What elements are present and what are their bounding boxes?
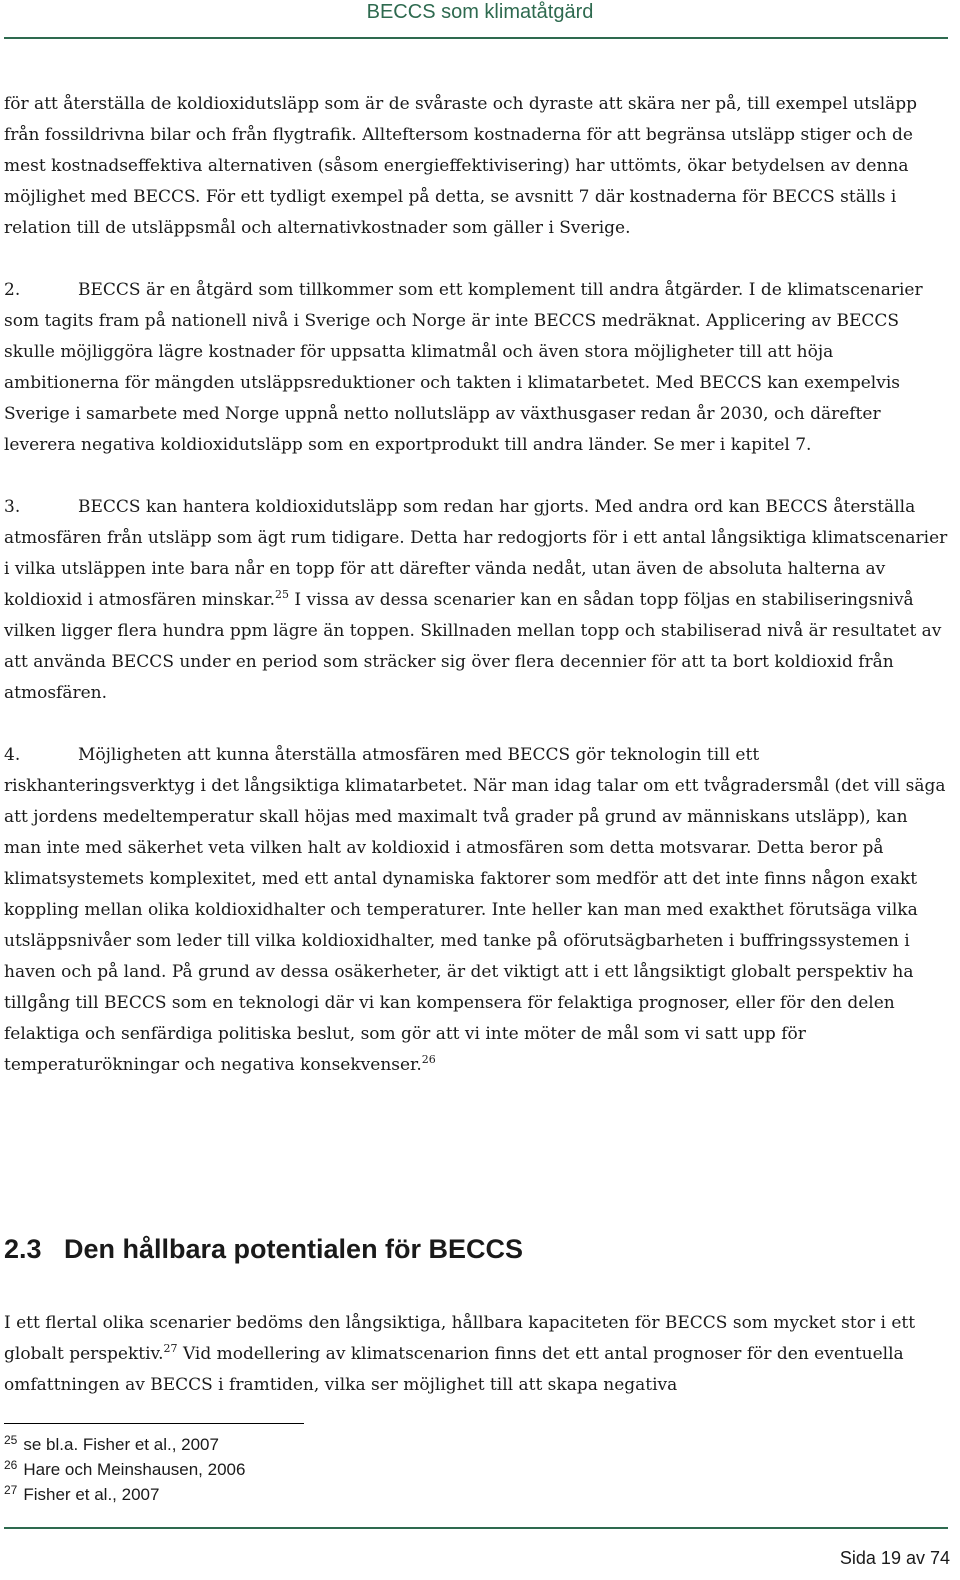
footnote-divider — [4, 1423, 304, 1424]
section-heading — [4, 1231, 948, 1267]
footnote-number: 26 — [4, 1458, 18, 1472]
list-item-3 — [4, 492, 948, 709]
header-divider — [4, 37, 948, 39]
list-item-text: Möjligheten att kunna återställa atmosfären med BECCS gör teknologin till ett riskhanteringsverktyg i det långsiktiga klimatarbetet. När man idag talar om ett tvågradersmål (det vill säga att jordens medeltemperatur skall höjas med maximalt två grader på grund av människans utsläpp), kan man inte med säkerhet veta vilken halt av koldioxid i atmosfären som detta motsvarar. Detta beror på klimatsystemets komplexitet, med ett antal dynamiska faktorer som medför att det inte finns någon exakt koppling mellan olika koldioxidhalter och temperaturer. Inte heller kan man med exakthet förutsäga vilka utsläppsnivåer som leder till vilka koldioxidhalter, med tanke på oförutsägbarheten i buffringssystemen i haven och på land. På grund av dessa osäkerheter, är det viktigt att i ett långsiktigt globalt perspektiv ha tillgång till BECCS som en teknologi där vi kan kompensera för felaktiga prognoser, eller för den delen felaktiga och senfärdiga politiska beslut, som gör att vi inte möter de mål som vi satt upp för temperaturökningar och negativa konsekvenser. — [4, 745, 946, 1075]
footnote — [4, 1482, 604, 1507]
footnote-text: se bl.a. Fisher et al., 2007 — [23, 1435, 219, 1454]
footnote-ref[interactable]: 27 — [163, 1342, 178, 1355]
section-body — [4, 1308, 948, 1401]
footnote-number: 27 — [4, 1483, 18, 1497]
body-text — [4, 89, 948, 1081]
list-item-2 — [4, 275, 948, 461]
footnote-number: 25 — [4, 1433, 18, 1447]
section-text: I ett flertal olika scenarier bedöms den långsiktiga, hållbara kapaciteten för BECCS som mycket stor i ett globalt perspektiv. — [4, 1313, 916, 1364]
section-paragraph — [4, 1308, 948, 1401]
list-item-text: BECCS kan hantera koldioxidutsläpp som redan har gjorts. Med andra ord kan BECCS återställa atmosfären från utsläpp som ägt rum tidigare. Detta har redogjorts för i ett antal långsiktiga klimatscenarier i vilka utsläppen inte bara når en topp för att därefter vända nedåt, utan även de absoluta halterna av koldioxid i atmosfären minskar. — [4, 497, 948, 610]
running-header: BECCS som klimatåtgärd — [366, 1, 594, 23]
list-item-text-cont: I vissa av dessa scenarier kan en sådan topp följas en stabiliseringsnivå vilken ligger flera hundra ppm lägre än toppen. Skillnaden mellan topp och stabiliserad nivå är resultatet av att använda BECCS under en period som sträcker sig över flera decennier för att ta bort koldioxid från atmosfären. — [4, 590, 942, 703]
footnote-text: Fisher et al., 2007 — [23, 1485, 160, 1504]
section-title: Den hållbara potentialen för BECCS — [64, 1234, 524, 1264]
footnote-ref[interactable]: 26 — [421, 1053, 436, 1066]
list-number: 3. — [4, 497, 21, 517]
footnote — [4, 1457, 604, 1482]
footer-divider — [4, 1527, 948, 1529]
list-number: 4. — [4, 745, 21, 765]
footnote-ref[interactable]: 25 — [275, 588, 290, 601]
paragraph-intro: för att återställa de koldioxidutsläpp som är de svåraste och dyraste att skära ner på, till exempel utsläpp från fossildrivna bilar och från flygtrafik. Allteftersom kostnaderna för att begränsa utsläpp stiger och de mest kostnadseffektiva alternativen (såsom energieffektivisering) har uttömts, ökar betydelsen av denna möjlighet med BECCS. För ett tydligt exempel på detta, se avsnitt 7 där kostnaderna för BECCS ställs i relation till de utsläppsmål och alternativkostnader som gäller i Sverige. — [4, 94, 918, 238]
list-item-4 — [4, 740, 948, 1081]
page-number: Sida 19 av 74 — [839, 1548, 950, 1568]
section-number: 2.3 — [4, 1234, 42, 1264]
list-number: 2. — [4, 280, 21, 300]
list-item-text: BECCS är en åtgärd som tillkommer som ett komplement till andra åtgärder. I de klimatscenarier som tagits fram på nationell nivå i Sverige och Norge är inte BECCS medräknat. Applicering av BECCS skulle möjliggöra lägre kostnader för uppsatta klimatmål och även stora möjligheter till att höja ambitionerna för mängden utsläppsreduktioner och takten i klimatarbetet. Med BECCS kan exempelvis Sverige i samarbete med Norge uppnå netto nollutsläpp av växthusgaser redan år 2030, och därefter leverera negativa koldioxidutsläpp som en exportprodukt till andra länder. Se mer i kapitel 7. — [4, 280, 923, 455]
footnotes — [4, 1432, 604, 1507]
section-text-cont: Vid modellering av klimatscenarion finns det ett antal prognoser för den eventuella omfattningen av BECCS i framtiden, vilka ser möjlighet till att skapa negativa — [4, 1344, 904, 1395]
footnote — [4, 1432, 604, 1457]
footnote-text: Hare och Meinshausen, 2006 — [23, 1460, 246, 1479]
